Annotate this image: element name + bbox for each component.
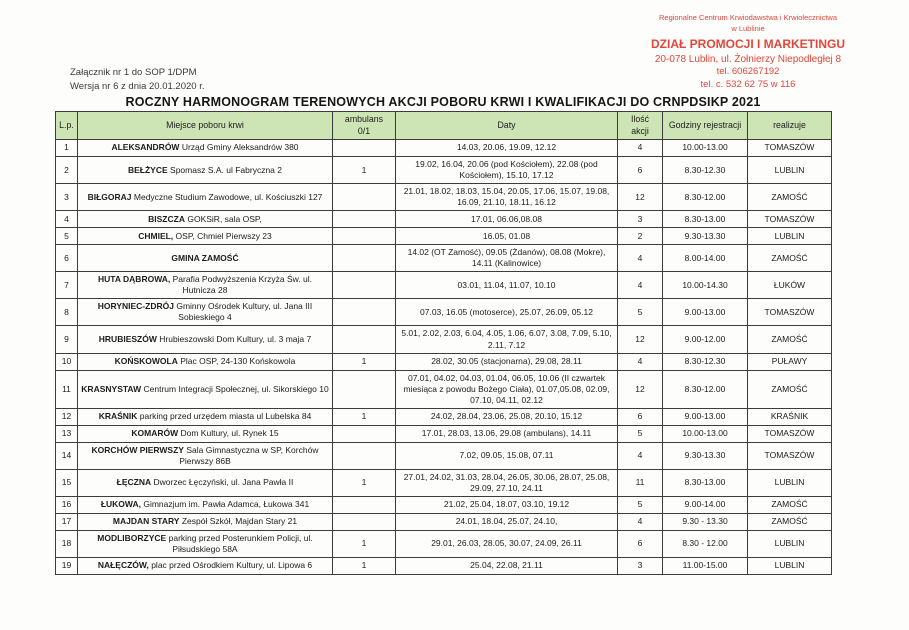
hours-cell: 8.30-13.00 — [663, 211, 748, 228]
place-address: Sala Gimnastyczna w SP, Korchów Pierwszy 86B — [179, 444, 319, 466]
hours-cell: 8.00-14.00 — [663, 245, 748, 272]
action-count-cell: 6 — [618, 408, 663, 425]
letterhead-phone-2: tel. c. 532 62 75 w 116 — [700, 78, 796, 90]
place-address: Medyczne Studium Zawodowe, ul. Kościuszki 127 — [133, 191, 323, 202]
place-address: Dworzec Łęczyński, ul. Jana Pawła II — [153, 477, 294, 488]
action-count-cell: 5 — [618, 299, 663, 326]
action-count-cell: 6 — [618, 530, 663, 557]
header-registration-hours: Godziny rejestracji — [663, 112, 748, 140]
place-cell — [78, 408, 333, 425]
letterhead-org-line2: w Lublinie — [731, 23, 765, 33]
dates-cell: 25.04, 22.08, 21.11 — [396, 557, 618, 574]
letterhead — [593, 13, 903, 92]
header-ambulans-line2: 0/1 — [357, 125, 371, 136]
hours-cell: 8.30 - 12.00 — [663, 530, 748, 557]
dates-cell: 03.01, 11.04, 11.07, 10.10 — [396, 272, 618, 299]
place-name: CHMIEL, — [138, 230, 174, 241]
place-name: MODLIBORZYCE — [97, 532, 167, 543]
place-address: Urząd Gminy Aleksandrów 380 — [181, 142, 299, 153]
hours-cell: 9.00-13.00 — [663, 408, 748, 425]
ambulans-cell — [333, 442, 396, 469]
place-name: KOMARÓW — [131, 428, 179, 439]
hours-cell: 10.00-13.00 — [663, 140, 748, 157]
dates-cell: 27.01, 24.02, 31.03, 28.04, 26.05, 30.06, 28.07, 25.08, 29.09, 27.10, 24.11 — [396, 469, 618, 496]
place-cell — [78, 140, 333, 157]
place-cell — [78, 513, 333, 530]
letterhead-org-line1: Regionalne Centrum Krwiodawstwa i Krwiolecznictwa — [659, 13, 837, 22]
place-cell — [78, 228, 333, 245]
ambulans-cell: 1 — [333, 353, 396, 370]
dates-cell: 5.01, 2.02, 2.03, 6.04, 4.05, 1.06, 6.07, 3.08, 7.09, 5.10, 2.11, 7.12 — [396, 326, 618, 353]
realizes-cell: LUBLIN — [748, 557, 832, 574]
hours-cell: 9.30-13.30 — [663, 228, 748, 245]
row-number-cell: 1 — [56, 140, 78, 157]
row-number-cell: 6 — [56, 245, 78, 272]
place-name: BISZCZA — [148, 213, 185, 224]
schedule-table — [55, 111, 832, 575]
action-count-cell: 4 — [618, 513, 663, 530]
place-cell — [78, 496, 333, 513]
header-realizes: realizuje — [748, 112, 832, 140]
row-number-cell: 16 — [56, 496, 78, 513]
place-cell — [78, 157, 333, 184]
dates-cell: 21.01, 18.02, 18.03, 15.04, 20.05, 17.06, 15.07, 19.08, 16.09, 21.10, 18.11, 16.12 — [396, 184, 618, 211]
place-cell — [78, 370, 333, 408]
document-title: ROCZNY HARMONOGRAM TERENOWYCH AKCJI POBORU KRWI I KWALIFIKACJI DO CRNPDSIKP 2021 — [125, 95, 761, 109]
letterhead-phone-1: tel. 606267192 — [716, 66, 780, 78]
hours-cell: 8.30-12.30 — [663, 157, 748, 184]
place-address: GOKSiR, sala OSP, — [187, 213, 262, 224]
place-name: ŁĘCZNA — [116, 477, 152, 488]
place-cell — [78, 299, 333, 326]
realizes-cell: ZAMOŚĆ — [748, 370, 832, 408]
place-cell — [78, 326, 333, 353]
dates-cell: 29.01, 26.03, 28.05, 30.07, 24.09, 26.11 — [396, 530, 618, 557]
action-count-cell: 3 — [618, 557, 663, 574]
realizes-cell: ZAMOŚĆ — [748, 326, 832, 353]
action-count-cell: 2 — [618, 228, 663, 245]
header-lp: L.p. — [56, 112, 78, 140]
realizes-cell: ZAMOŚĆ — [748, 496, 832, 513]
place-cell — [78, 184, 333, 211]
hours-cell: 11.00-15.00 — [663, 557, 748, 574]
place-name: HUTA DĄBROWA, — [98, 274, 171, 285]
action-count-cell: 6 — [618, 157, 663, 184]
attachment-line-1: Załącznik nr 1 do SOP 1/DPM — [70, 67, 197, 78]
attachment-note — [70, 66, 205, 95]
place-address: Gimnazjum im. Pawła Adamca, Łukowa 341 — [143, 499, 310, 510]
row-number-cell: 18 — [56, 530, 78, 557]
place-address: Parafia Podwyższenia Krzyża Św. ul. Hutnicza 28 — [172, 274, 312, 296]
table-row — [56, 513, 832, 530]
place-address: Hrubieszowski Dom Kultury, ul. 3 maja 7 — [159, 333, 312, 344]
place-cell — [78, 530, 333, 557]
place-name: GMINA ZAMOŚĆ — [171, 252, 239, 263]
ambulans-cell — [333, 299, 396, 326]
ambulans-cell — [333, 496, 396, 513]
table-row — [56, 469, 832, 496]
hours-cell: 8.30-12.30 — [663, 353, 748, 370]
realizes-cell: LUBLIN — [748, 530, 832, 557]
ambulans-cell: 1 — [333, 557, 396, 574]
row-number-cell: 5 — [56, 228, 78, 245]
place-address: Dom Kultury, ul. Rynek 15 — [180, 428, 279, 439]
dates-cell: 7.02, 09.05, 15.08, 07.11 — [396, 442, 618, 469]
letterhead-address: 20-078 Lublin, ul. Żołnierzy Niepodległej 8 — [654, 54, 842, 66]
realizes-cell: LUBLIN — [748, 469, 832, 496]
realizes-cell: TOMASZÓW — [748, 442, 832, 469]
dates-cell: 14.02 (OT Zamość), 09.05 (Żdanów), 08.08 (Mokre), 14.11 (Kalinowice) — [396, 245, 618, 272]
row-number-cell: 4 — [56, 211, 78, 228]
attachment-line-2: Wersja nr 6 z dnia 20.01.2020 r. — [70, 81, 205, 93]
table-row — [56, 408, 832, 425]
action-count-cell: 4 — [618, 272, 663, 299]
action-count-cell: 5 — [618, 425, 663, 442]
table-row — [56, 496, 832, 513]
row-number-cell: 17 — [56, 513, 78, 530]
row-number-cell: 7 — [56, 272, 78, 299]
action-count-cell: 11 — [618, 469, 663, 496]
place-address: Plac OSP, 24-130 Końskowola — [180, 356, 296, 367]
place-name: KORCHÓW PIERWSZY — [91, 444, 184, 455]
row-number-cell: 2 — [56, 157, 78, 184]
place-address: OSP, Chmiel Pierwszy 23 — [175, 230, 272, 241]
row-number-cell: 8 — [56, 299, 78, 326]
ambulans-cell — [333, 425, 396, 442]
action-count-cell: 3 — [618, 211, 663, 228]
ambulans-cell — [333, 245, 396, 272]
row-number-cell: 15 — [56, 469, 78, 496]
place-name: KRASNYSTAW — [81, 383, 142, 394]
table-row — [56, 228, 832, 245]
table-row — [56, 245, 832, 272]
ambulans-cell — [333, 513, 396, 530]
table-header-row — [56, 112, 832, 140]
place-address: Zespół Szkół, Majdan Stary 21 — [181, 516, 298, 527]
action-count-cell: 4 — [618, 353, 663, 370]
header-place: Miejsce poboru krwi — [78, 112, 333, 140]
place-cell — [78, 353, 333, 370]
place-name: BIŁGORAJ — [87, 191, 132, 202]
action-count-cell: 4 — [618, 245, 663, 272]
place-cell — [78, 442, 333, 469]
place-cell — [78, 469, 333, 496]
place-name: KOŃSKOWOLA — [114, 356, 178, 367]
place-cell — [78, 425, 333, 442]
header-action-count: Ilość akcji — [618, 112, 663, 140]
realizes-cell: KRAŚNIK — [748, 408, 832, 425]
row-number-cell: 12 — [56, 408, 78, 425]
dates-cell: 19.02, 16.04, 20.06 (pod Kościołem), 22.08 (pod Kościołem), 15.10, 17.12 — [396, 157, 618, 184]
header-dates: Daty — [396, 112, 618, 140]
place-cell — [78, 211, 333, 228]
place-name: ŁUKOWA, — [100, 499, 141, 510]
place-name: HORYNIEC-ZDRÓJ — [97, 301, 174, 312]
place-address: Spomasz S.A. ul Fabryczna 2 — [170, 164, 282, 175]
realizes-cell: TOMASZÓW — [748, 211, 832, 228]
row-number-cell: 10 — [56, 353, 78, 370]
action-count-cell: 4 — [618, 442, 663, 469]
ambulans-cell — [333, 184, 396, 211]
row-number-cell: 3 — [56, 184, 78, 211]
realizes-cell: LUBLIN — [748, 228, 832, 245]
place-name: BEŁŻYCE — [127, 164, 168, 175]
hours-cell: 10.00-14.30 — [663, 272, 748, 299]
hours-cell: 10.00-13.00 — [663, 425, 748, 442]
table-row — [56, 326, 832, 353]
table-row — [56, 425, 832, 442]
dates-cell: 24.02, 28.04, 23.06, 25.08, 20.10, 15.12 — [396, 408, 618, 425]
realizes-cell: ZAMOŚĆ — [748, 513, 832, 530]
dates-cell: 17.01, 06.06,08.08 — [396, 211, 618, 228]
table-row — [56, 140, 832, 157]
hours-cell: 8.30-13.00 — [663, 469, 748, 496]
action-count-cell: 5 — [618, 496, 663, 513]
place-address: plac przed Ośrodkiem Kultury, ul. Lipowa 6 — [151, 560, 313, 571]
ambulans-cell — [333, 228, 396, 245]
hours-cell: 8.30-12.00 — [663, 184, 748, 211]
ambulans-cell — [333, 272, 396, 299]
ambulans-cell: 1 — [333, 530, 396, 557]
place-name: NAŁĘCZÓW, — [97, 560, 149, 571]
hours-cell: 9.00-14.00 — [663, 496, 748, 513]
table-row — [56, 530, 832, 557]
dates-cell: 16.05, 01.08 — [396, 228, 618, 245]
hours-cell: 9.30 - 13.30 — [663, 513, 748, 530]
realizes-cell: ZAMOŚĆ — [748, 184, 832, 211]
hours-cell: 9.00-13.00 — [663, 299, 748, 326]
dates-cell: 24.01, 18.04, 25.07, 24.10, — [396, 513, 618, 530]
table-row — [56, 299, 832, 326]
letterhead-department: DZIAŁ PROMOCJI I MARKETINGU — [651, 36, 845, 51]
table-row — [56, 157, 832, 184]
row-number-cell: 9 — [56, 326, 78, 353]
place-address: Gminny Ośrodek Kultury, ul. Jana III Sobieskiego 4 — [176, 301, 313, 323]
table-row — [56, 442, 832, 469]
row-number-cell: 11 — [56, 370, 78, 408]
hours-cell: 9.00-12.00 — [663, 326, 748, 353]
schedule-table-body — [56, 140, 832, 575]
realizes-cell: LUBLIN — [748, 157, 832, 184]
header-ambulans-line1: ambulans — [344, 114, 384, 125]
ambulans-cell: 1 — [333, 157, 396, 184]
dates-cell: 28.02, 30.05 (stacjonarna), 29.08, 28.11 — [396, 353, 618, 370]
realizes-cell: ZAMOŚĆ — [748, 245, 832, 272]
action-count-cell: 12 — [618, 370, 663, 408]
table-row — [56, 370, 832, 408]
place-cell — [78, 557, 333, 574]
table-row — [56, 353, 832, 370]
ambulans-cell — [333, 211, 396, 228]
place-name: ALEKSANDRÓW — [111, 142, 180, 153]
table-row — [56, 272, 832, 299]
dates-cell: 21.02, 25.04, 18.07, 03.10, 19.12 — [396, 496, 618, 513]
action-count-cell: 4 — [618, 140, 663, 157]
place-cell — [78, 272, 333, 299]
place-name: MAJDAN STARY — [112, 516, 180, 527]
dates-cell: 14.03, 20.06, 19.09, 12.12 — [396, 140, 618, 157]
ambulans-cell: 1 — [333, 408, 396, 425]
ambulans-cell — [333, 370, 396, 408]
row-number-cell: 14 — [56, 442, 78, 469]
ambulans-cell — [333, 326, 396, 353]
realizes-cell: PUŁAWY — [748, 353, 832, 370]
place-cell — [78, 245, 333, 272]
place-address: Centrum Integracji Społecznej, ul. Sikorskiego 10 — [143, 383, 329, 394]
hours-cell: 9.30-13.30 — [663, 442, 748, 469]
table-row — [56, 184, 832, 211]
table-row — [56, 557, 832, 574]
hours-cell: 8.30-12.00 — [663, 370, 748, 408]
action-count-cell: 12 — [618, 184, 663, 211]
dates-cell: 17.01, 28.03, 13.06, 29.08 (ambulans), 14.11 — [396, 425, 618, 442]
place-name: HRUBIESZÓW — [98, 333, 157, 344]
table-row — [56, 211, 832, 228]
place-address: parking przed Posterunkiem Policji, ul. Piłsudskiego 58A — [168, 532, 313, 554]
dates-cell: 07.01, 04.02, 04.03, 01.04, 06.05, 10.06 (II czwartek miesiąca z powodu Bożego Ciała), 01.07,05.08, 02.09, 07.10, 04.11, 02.12 — [396, 370, 618, 408]
place-address: parking przed urzędem miasta ul Lubelska 84 — [139, 411, 312, 422]
row-number-cell: 13 — [56, 425, 78, 442]
action-count-cell: 12 — [618, 326, 663, 353]
place-name: KRAŚNIK — [98, 411, 138, 422]
realizes-cell: ŁUKÓW — [748, 272, 832, 299]
ambulans-cell — [333, 140, 396, 157]
realizes-cell: TOMASZÓW — [748, 299, 832, 326]
header-ambulans — [333, 112, 396, 140]
ambulans-cell: 1 — [333, 469, 396, 496]
dates-cell: 07.03, 16.05 (motoserce), 25.07, 26.09, 05.12 — [396, 299, 618, 326]
realizes-cell: TOMASZÓW — [748, 140, 832, 157]
realizes-cell: TOMASZÓW — [748, 425, 832, 442]
row-number-cell: 19 — [56, 557, 78, 574]
